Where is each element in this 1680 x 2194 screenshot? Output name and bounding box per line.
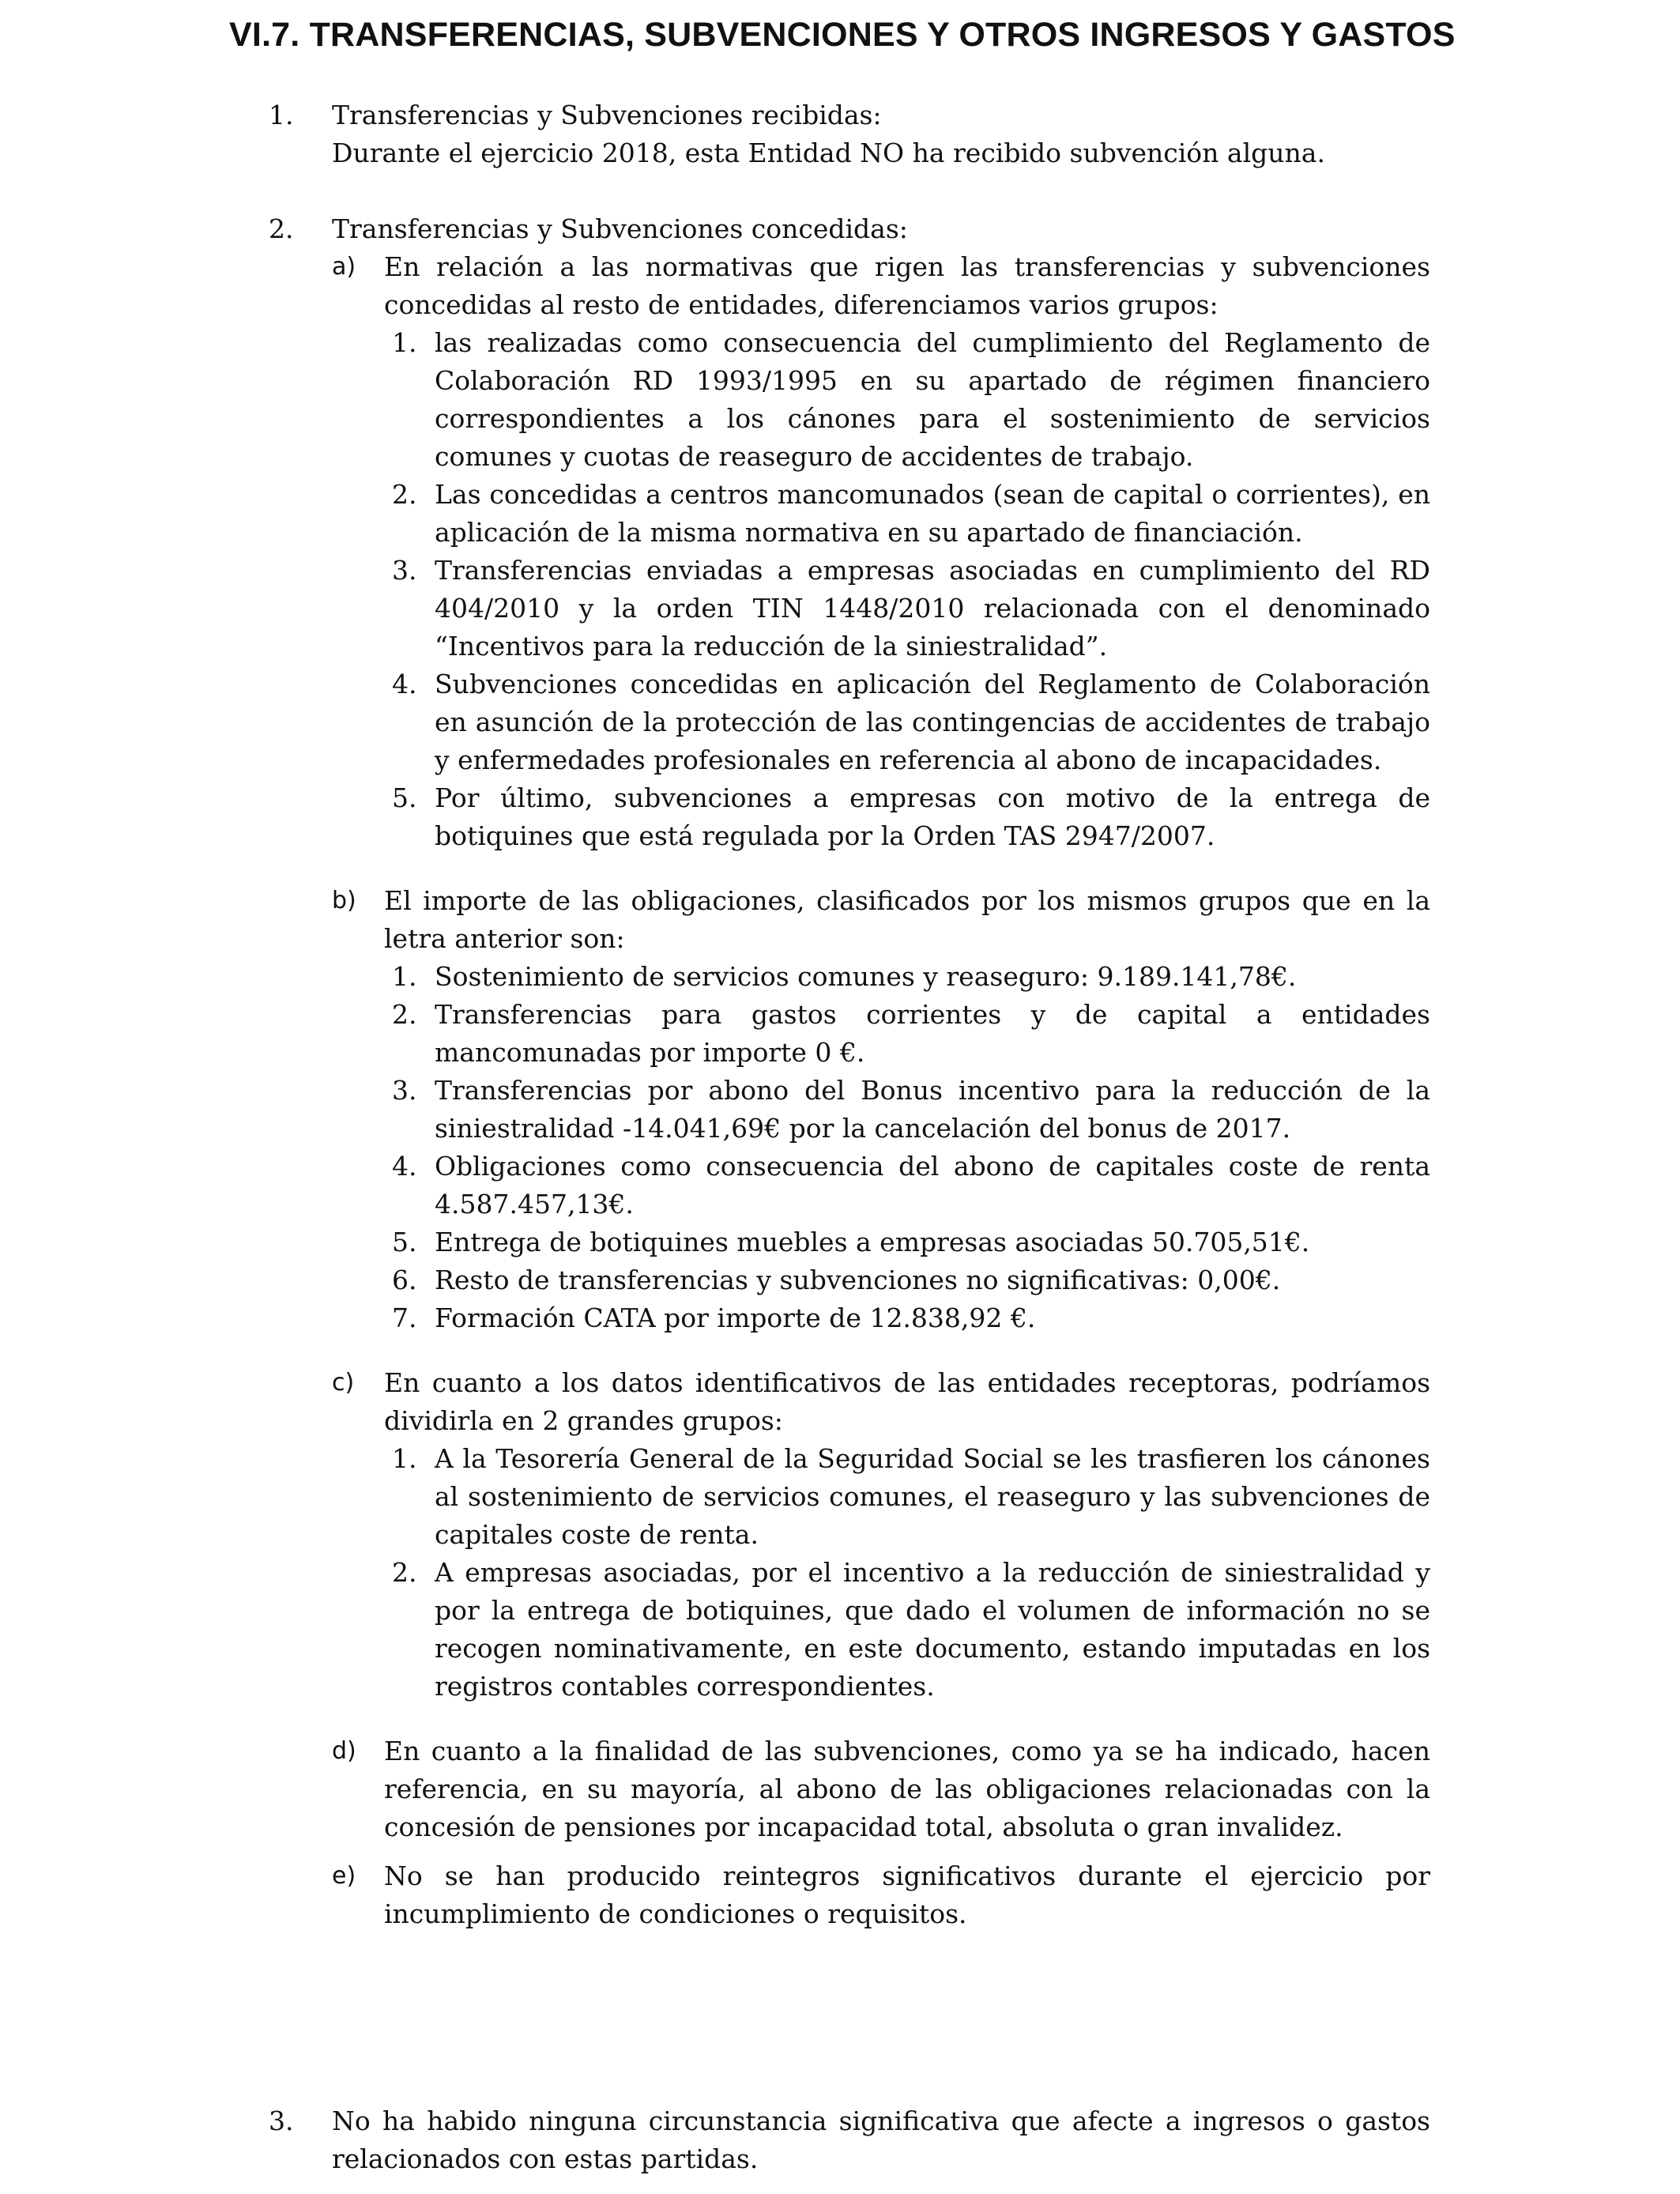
list-item bbox=[332, 1223, 1430, 1261]
list-item bbox=[332, 1148, 1430, 1223]
list-a bbox=[332, 324, 1430, 855]
item-text: Por último, subvenciones a empresas con motivo de la entrega de botiquines que está regulada por la Orden TAS 2947/2007. bbox=[435, 782, 1430, 851]
list-c bbox=[332, 1440, 1430, 1706]
item-number: 2. bbox=[392, 479, 417, 510]
item-number: 2. bbox=[392, 999, 417, 1030]
item-text: las realizadas como consecuencia del cumplimiento del Reglamento de Colaboración RD 1993/1995 en su apartado de régimen financiero correspondientes a los cánones para el sostenimiento de servicios comunes y cuotas de reaseguro de accidentes de trabajo. bbox=[435, 327, 1430, 472]
list-item bbox=[332, 996, 1430, 1072]
item-text: Obligaciones como consecuencia del abono de capitales coste de renta 4.587.457,13€. bbox=[435, 1151, 1430, 1220]
section-heading: Transferencias y Subvenciones concedidas: bbox=[332, 213, 908, 244]
item-text: Resto de transferencias y subvenciones no significativas: 0,00€. bbox=[435, 1265, 1281, 1295]
section-number: 1. bbox=[269, 100, 294, 130]
subsection-text: No se han producido reintegros significativos durante el ejercicio por incumplimiento de condiciones o requisitos. bbox=[384, 1860, 1430, 1929]
subsection-text: En cuanto a la finalidad de las subvenciones, como ya se ha indicado, hacen referencia, en su mayoría, al abono de las obligaciones relacionadas con la concesión de pensiones por incapacidad total, absoluta o gran invalidez. bbox=[384, 1736, 1430, 1842]
section-number: 3. bbox=[269, 2105, 294, 2136]
section-heading: Transferencias y Subvenciones recibidas: bbox=[332, 100, 882, 130]
item-text: A la Tesorería General de la Seguridad Social se les trasfieren los cánones al sostenimiento de servicios comunes, el reaseguro y las subvenciones de capitales coste de renta. bbox=[435, 1443, 1430, 1550]
subsection-d bbox=[332, 1732, 1430, 1846]
item-number: 5. bbox=[392, 782, 417, 813]
item-text: Sostenimiento de servicios comunes y reaseguro: 9.189.141,78€. bbox=[435, 961, 1297, 992]
item-number: 4. bbox=[392, 669, 417, 699]
item-text: Transferencias por abono del Bonus incentivo para la reducción de la siniestralidad -14.041,69€ por la cancelación del bonus de 2017. bbox=[435, 1075, 1430, 1144]
subsection-text: En relación a las normativas que rigen las transferencias y subvenciones concedidas al resto de entidades, diferenciamos varios grupos: bbox=[384, 251, 1430, 320]
item-number: 5. bbox=[392, 1227, 417, 1257]
subsection-text: El importe de las obligaciones, clasificados por los mismos grupos que en la letra anterior son: bbox=[384, 885, 1430, 954]
subsection-b bbox=[332, 882, 1430, 958]
list-item bbox=[332, 1440, 1430, 1554]
list-item bbox=[332, 476, 1430, 552]
item-text: Entrega de botiquines muebles a empresas asociadas 50.705,51€. bbox=[435, 1227, 1310, 1257]
item-text: Formación CATA por importe de 12.838,92 €. bbox=[435, 1302, 1036, 1333]
subsection-letter: c) bbox=[332, 1369, 355, 1397]
section-text: No ha habido ninguna circunstancia significativa que afecte a ingresos o gastos relacionados con estas partidas. bbox=[332, 2105, 1430, 2174]
list-item bbox=[332, 324, 1430, 476]
section-3 bbox=[269, 2102, 1430, 2178]
item-number: 1. bbox=[392, 327, 417, 358]
list-item bbox=[332, 552, 1430, 665]
item-number: 3. bbox=[392, 555, 417, 586]
subsection-letter: e) bbox=[332, 1862, 356, 1890]
page-title: VI.7. TRANSFERENCIAS, SUBVENCIONES Y OTROS INGRESOS Y GASTOS bbox=[229, 16, 1456, 54]
item-number: 3. bbox=[392, 1075, 417, 1106]
item-number: 2. bbox=[392, 1557, 417, 1588]
list-item bbox=[332, 1261, 1430, 1299]
list-item bbox=[332, 1072, 1430, 1148]
subsection-letter: a) bbox=[332, 253, 356, 281]
item-text: Transferencias para gastos corrientes y de capital a entidades mancomunadas por importe 0 €. bbox=[435, 999, 1430, 1068]
section-1 bbox=[269, 96, 1430, 172]
subsection-text: En cuanto a los datos identificativos de las entidades receptoras, podríamos dividirla en 2 grandes grupos: bbox=[384, 1367, 1430, 1436]
list-item bbox=[332, 665, 1430, 779]
subsection-letter: d) bbox=[332, 1737, 356, 1765]
list-item bbox=[332, 779, 1430, 855]
list-item bbox=[332, 1299, 1430, 1337]
item-number: 1. bbox=[392, 961, 417, 992]
section-2 bbox=[269, 210, 1430, 1933]
item-number: 7. bbox=[392, 1302, 417, 1333]
subsection-a bbox=[332, 248, 1430, 324]
item-text: A empresas asociadas, por el incentivo a la reducción de siniestralidad y por la entrega de botiquines, que dado el volumen de información no se recogen nominativamente, en este documento, estando imputadas en los registros contables correspondientes. bbox=[435, 1557, 1430, 1702]
item-text: Subvenciones concedidas en aplicación del Reglamento de Colaboración en asunción de la protección de las contingencias de accidentes de trabajo y enfermedades profesionales en referencia al abono de incapacidades. bbox=[435, 669, 1430, 775]
item-text: Transferencias enviadas a empresas asociadas en cumplimiento del RD 404/2010 y la orden TIN 1448/2010 relacionada con el denominado “Incentivos para la reducción de la siniestralidad”. bbox=[435, 555, 1430, 662]
list-item bbox=[332, 958, 1430, 996]
item-number: 6. bbox=[392, 1265, 417, 1295]
list-b bbox=[332, 958, 1430, 1337]
subsection-c bbox=[332, 1364, 1430, 1440]
subsection-e bbox=[332, 1857, 1430, 1933]
item-number: 1. bbox=[392, 1443, 417, 1474]
subsection-letter: b) bbox=[332, 887, 356, 914]
section-text: Durante el ejercicio 2018, esta Entidad NO ha recibido subvención alguna. bbox=[332, 138, 1325, 168]
section-number: 2. bbox=[269, 213, 294, 244]
item-number: 4. bbox=[392, 1151, 417, 1182]
item-text: Las concedidas a centros mancomunados (sean de capital o corrientes), en aplicación de la misma normativa en su apartado de financiación. bbox=[435, 479, 1430, 548]
list-item bbox=[332, 1554, 1430, 1706]
